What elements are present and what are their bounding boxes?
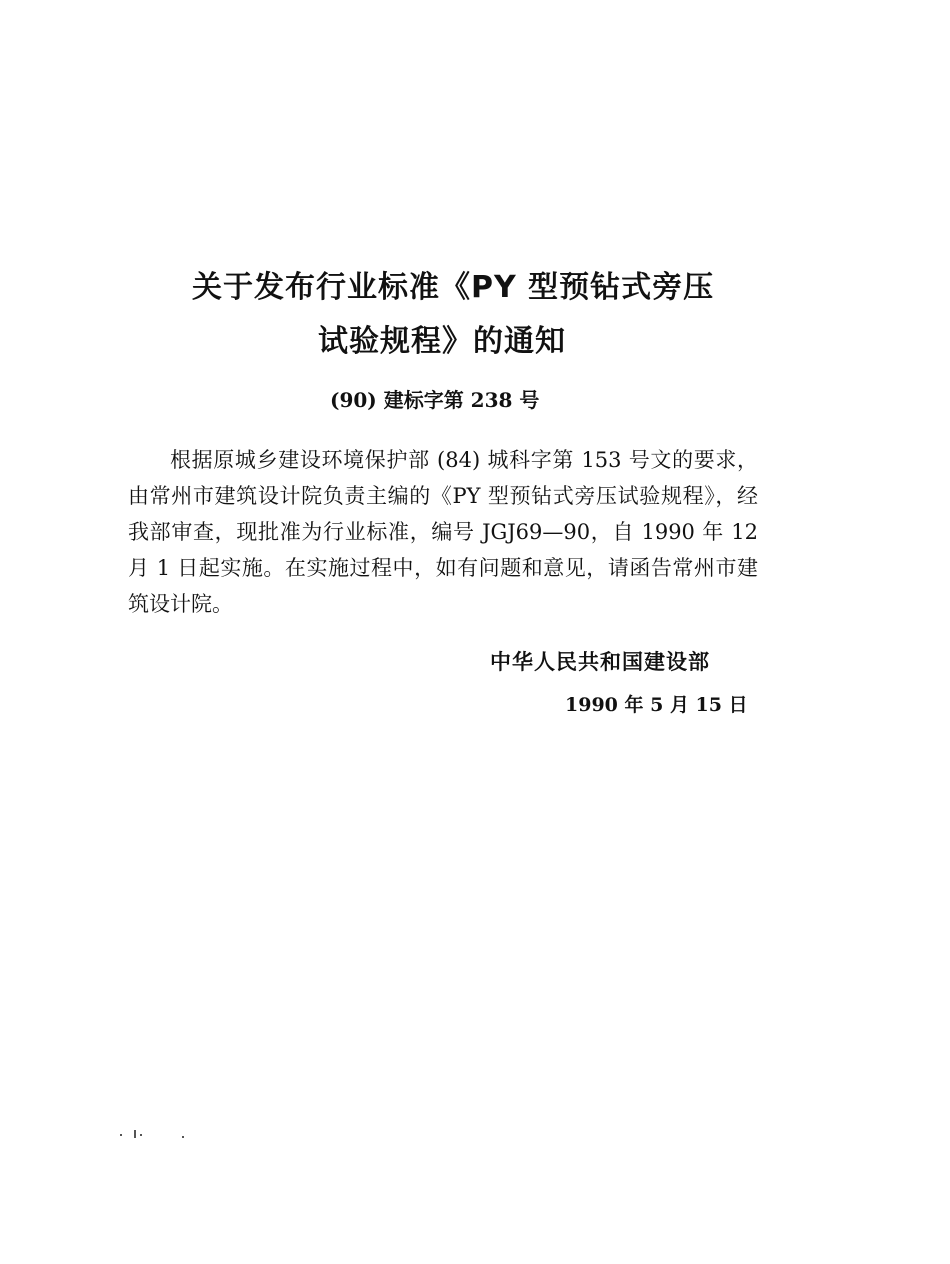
issue-date: 1990 年 5 月 15 日 (565, 694, 748, 716)
issuing-authority: 中华人民共和国建设部 (490, 649, 710, 674)
scan-speck (182, 1136, 184, 1138)
scan-speck (120, 1134, 122, 1136)
scan-specks (118, 1128, 198, 1140)
scan-speck (140, 1134, 142, 1136)
document-number: (90) 建标字第 238 号 (330, 388, 540, 412)
scan-speck (134, 1130, 136, 1138)
notice-body-paragraph: 根据原城乡建设环境保护部 (84) 城科字第 153 号文的要求，由常州市建筑设计院负责主编的《PY 型预钻式旁压试验规程》，经我部审查，现批准为行业标准，编号 JGJ69—90，自 1990 年 12 月 1 日起实施。在实施过程中，如有问题和意见，请函告常州市建筑设计院。 (128, 448, 758, 616)
notice-title-line-2: 试验规程》的通知 (318, 324, 566, 359)
notice-title-line-1: 关于发布行业标准《PY 型预钻式旁压 (192, 270, 715, 305)
